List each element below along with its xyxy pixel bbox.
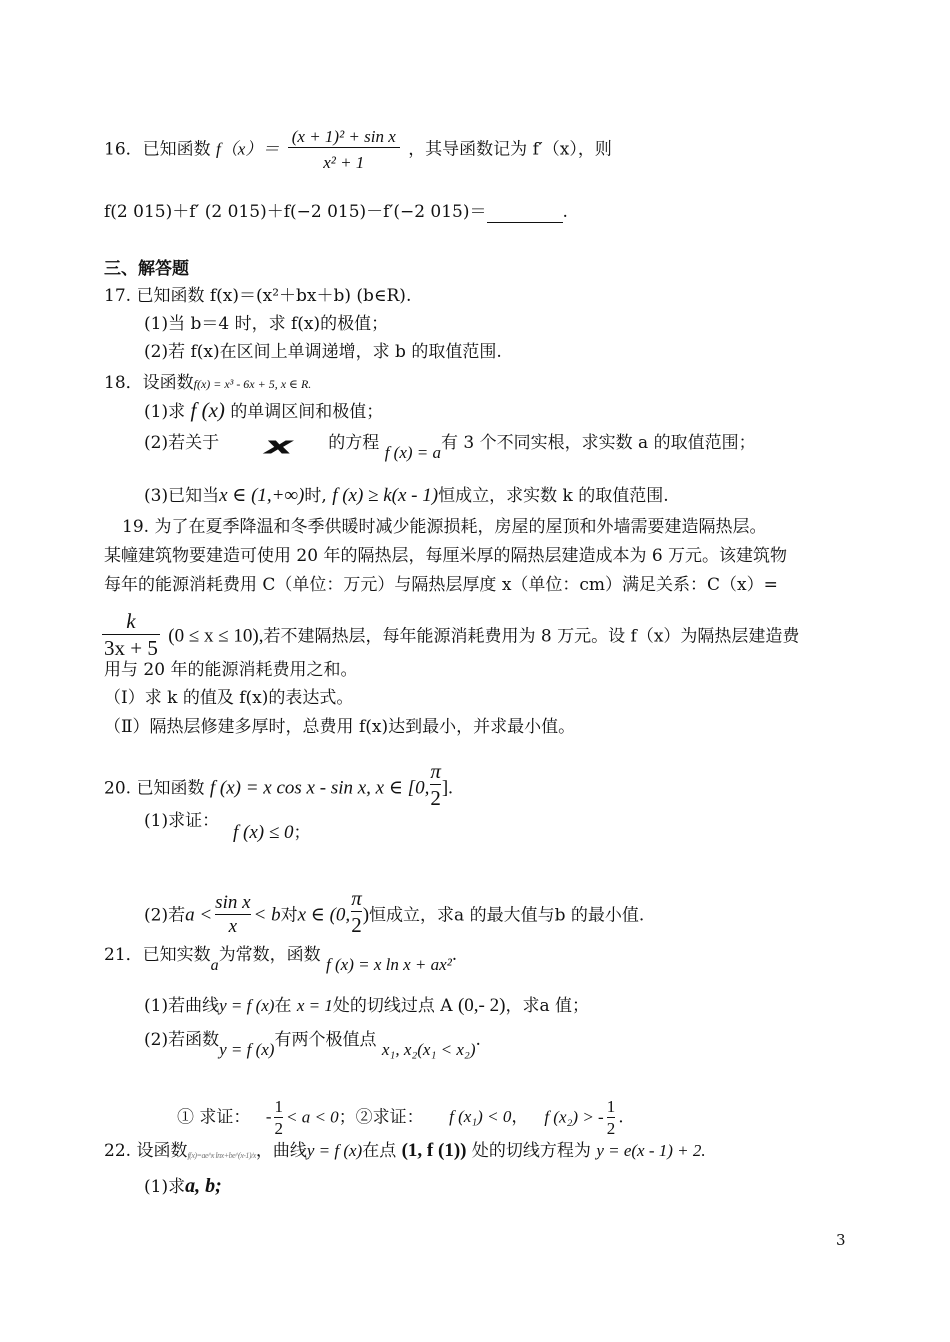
q17-part1: (1)当 b＝4 时，求 f(x)的极值； (144, 314, 389, 334)
q17-title: 17. 已知函数 f(x)＝(x²＋bx＋b) (b∈R). (104, 286, 412, 306)
q16-line2: f(2 015)＋f′ (2 015)＋f(−2 015)－f′(−2 015)＝ . (104, 202, 568, 222)
q19-part2: （Ⅱ）隔热层修建多厚时，总费用 f(x)达到最小，并求最小值。 (104, 717, 576, 737)
q17-part2: (2)若 f(x)在区间上单调递增，求 b 的取值范围. (144, 342, 502, 362)
q21-one-half: $\frac{1}{2}$ (274, 1097, 283, 1139)
q20-pi-over-2: $\frac{\pi}{2}$ (430, 759, 441, 811)
q20-title: 20. 已知函数 f (x) = x cos x - sin x, x ∈ [0, $\frac{\pi}{2}$ ]. (104, 759, 453, 811)
q19-line1: 19. 为了在夏季降温和冬季供暖时减少能源损耗，房屋的屋顶和外墙需要建造隔热层。 (122, 517, 767, 537)
q19-fraction: $\frac{k}{3x + 5}$ (104, 609, 158, 661)
q22-part1: (1)求a, b; (144, 1175, 222, 1197)
q22-title: 22. 设函数f(x)=ae^x lnx+be^(x-1)/x，曲线y = f (x)在点 (1, f (1)) 处的切线方程为 y = e(x - 1) + 2. (104, 1140, 706, 1161)
q16-fraction: $\frac{\text{(x + 1)² + sin x}}{\text{x² + 1}}$ (288, 126, 400, 174)
q19-part1: （Ⅰ）求 k 的值及 f(x)的表达式。 (104, 688, 354, 708)
page-number: 3 (836, 1231, 846, 1249)
q16-line1: 16．已知函数 f（x）＝ $\frac{\text{(x + 1)² + sin x}}{\text{x² + 1}}$ ，其导函数记为 f′（x），则 (104, 127, 612, 173)
q19-line4: $\frac{k}{3x + 5}$ (0 ≤ x ≤ 10),若不建隔热层，每年能源消耗费用为 8 万元。设 f（x）为隔热层建造费 (104, 609, 800, 661)
q18-part3: (3)已知当x ∈ (1,+∞)时, f (x) ≥ k(x - 1)恒成立，求实数 k 的取值范围. (144, 485, 669, 506)
q20-part2: (2)若a < $\frac{\text{sin x}}{x}$ < b对x ∈ (0, $\frac{\pi}{2}$ )恒成立，求a 的最大值与b 的最小值. (144, 886, 645, 938)
answer-blank (487, 206, 563, 223)
section-heading: 三、解答题 (104, 259, 189, 279)
q18-part1: (1)求 f (x) 的单调区间和极值； (144, 398, 384, 422)
q21-subparts: ① 求证： - $\frac{1}{2}$ < a < 0；②求证： f (x₁) < 0， f (x₂) > - $\frac{1}{2}$ . (177, 1097, 624, 1139)
q20-sinx-over-x: $\frac{\text{sin x}}{x}$ (215, 891, 251, 938)
q20-part1-formula: f (x) ≤ 0； (233, 822, 311, 843)
q19-line5: 用与 20 年的能源消耗费用之和。 (104, 660, 358, 680)
q21-title: 21．已知实数a为常数，函数 f (x) = x ln x + ax². (104, 945, 458, 974)
q19-line2: 某幢建筑物要建造可使用 20 年的隔热层，每厘米厚的隔热层建造成本为 6 万元。该建筑物 (104, 546, 788, 566)
q21-part1: (1)若曲线y = f (x)在 x = 1处的切线过点 A (0,- 2)，求a 值； (144, 995, 590, 1016)
q20-pi-over-2-b: $\frac{\pi}{2}$ (351, 886, 362, 938)
q21-part2: (2)若函数y = f (x)有两个极值点 x₁, x₂(x₁ < x₂). (144, 1030, 481, 1059)
q18-part2: (2)若关于 x 的方程 f (x) = a有 3 个不同实根，求实数 a 的取值范围； (144, 431, 756, 462)
q20-part1: (1)求证： (144, 811, 220, 831)
q18-title: 18．设函数f(x) = x³ - 6x + 5, x ∈ R. (104, 373, 312, 393)
q21-one-half-b: $\frac{1}{2}$ (606, 1097, 616, 1139)
q19-line3: 每年的能源消耗费用 C（单位：万元）与隔热层厚度 x（单位：cm）满足关系：C（x）= (104, 575, 778, 595)
